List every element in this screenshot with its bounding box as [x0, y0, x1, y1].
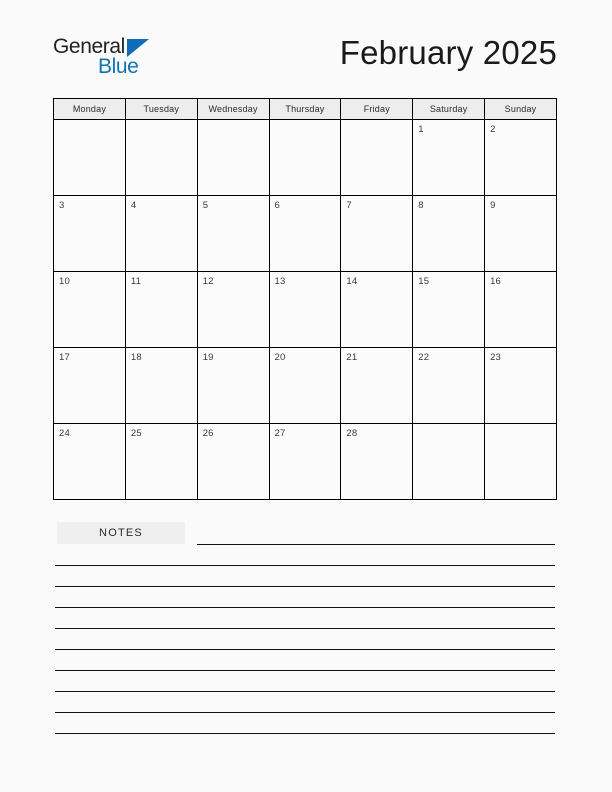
calendar-day-cell[interactable] — [197, 120, 269, 196]
day-number: 23 — [490, 352, 502, 363]
page-title: February 2025 — [339, 34, 557, 71]
calendar-header-row — [54, 99, 557, 120]
calendar-day-cell[interactable] — [125, 120, 197, 196]
calendar-week-row — [54, 272, 557, 348]
calendar-day-cell[interactable] — [197, 348, 269, 424]
page-header — [53, 32, 557, 90]
brand-logo — [53, 36, 173, 86]
day-number: 15 — [418, 276, 430, 287]
day-number: 27 — [274, 428, 286, 439]
day-number: 26 — [202, 428, 214, 439]
calendar-day-cell[interactable] — [269, 120, 341, 196]
calendar-day-cell[interactable] — [485, 424, 557, 500]
brand-name-general: General — [53, 35, 125, 58]
day-number: 9 — [490, 200, 496, 211]
day-number: 21 — [346, 352, 358, 363]
calendar-day-cell[interactable] — [413, 348, 485, 424]
calendar-day-cell[interactable] — [341, 120, 413, 196]
weekday-header-tuesday: Tuesday — [125, 99, 197, 120]
day-number: 3 — [59, 200, 65, 211]
calendar-day-cell[interactable] — [54, 196, 126, 272]
day-number: 16 — [490, 276, 502, 287]
day-number: 28 — [346, 428, 358, 439]
notes-write-line[interactable] — [55, 670, 555, 671]
weekday-header-thursday: Thursday — [269, 99, 341, 120]
day-number: 24 — [59, 428, 70, 439]
calendar-day-cell[interactable] — [413, 272, 485, 348]
day-number: 19 — [202, 352, 214, 363]
day-number: 1 — [418, 124, 424, 135]
day-number: 20 — [274, 352, 286, 363]
day-number: 7 — [346, 200, 352, 211]
day-number: 11 — [130, 276, 142, 287]
day-number: 2 — [490, 124, 496, 135]
day-number: 6 — [274, 200, 281, 211]
calendar-week-row — [54, 348, 557, 424]
notes-write-line[interactable] — [55, 607, 555, 608]
calendar-day-cell[interactable] — [341, 348, 413, 424]
day-number: 5 — [202, 200, 209, 211]
notes-write-line[interactable] — [55, 628, 555, 629]
calendar-day-cell[interactable] — [341, 272, 413, 348]
calendar-day-cell[interactable] — [485, 196, 557, 272]
calendar-day-cell[interactable] — [413, 196, 485, 272]
calendar-day-cell[interactable] — [197, 196, 269, 272]
day-number: 10 — [59, 276, 70, 287]
notes-write-line[interactable] — [55, 691, 555, 692]
calendar-day-cell[interactable] — [197, 272, 269, 348]
calendar-day-cell[interactable] — [269, 196, 341, 272]
notes-write-line[interactable] — [197, 544, 555, 545]
calendar-day-cell[interactable] — [54, 120, 126, 196]
calendar-week-row — [54, 424, 557, 500]
day-number: 8 — [418, 200, 424, 211]
day-number: 25 — [130, 428, 142, 439]
notes-write-line[interactable] — [55, 586, 555, 587]
calendar-day-cell[interactable] — [269, 424, 341, 500]
calendar-day-cell[interactable] — [54, 272, 126, 348]
calendar-grid — [53, 98, 557, 500]
brand-name-blue: Blue — [98, 55, 139, 78]
calendar-day-cell[interactable] — [54, 424, 126, 500]
calendar-day-cell[interactable] — [269, 272, 341, 348]
calendar-day-cell[interactable] — [413, 120, 485, 196]
day-number: 18 — [130, 352, 142, 363]
notes-write-line[interactable] — [55, 649, 555, 650]
calendar-week-row — [54, 196, 557, 272]
calendar-day-cell[interactable] — [413, 424, 485, 500]
calendar-day-cell[interactable] — [125, 272, 197, 348]
weekday-header-saturday: Saturday — [413, 99, 485, 120]
calendar-day-cell[interactable] — [341, 424, 413, 500]
calendar-week-row — [54, 120, 557, 196]
calendar-day-cell[interactable] — [54, 348, 126, 424]
notes-write-line[interactable] — [55, 712, 555, 713]
weekday-header-sunday: Sunday — [485, 99, 557, 120]
calendar-day-cell[interactable] — [125, 196, 197, 272]
calendar-day-cell[interactable] — [125, 424, 197, 500]
day-number: 17 — [59, 352, 70, 363]
day-number: 12 — [202, 276, 214, 287]
calendar-day-cell[interactable] — [485, 348, 557, 424]
day-number: 13 — [274, 276, 286, 287]
calendar-day-cell[interactable] — [485, 272, 557, 348]
day-number: 4 — [130, 200, 137, 211]
day-number: 14 — [346, 276, 358, 287]
calendar-day-cell[interactable] — [197, 424, 269, 500]
day-number: 22 — [418, 352, 430, 363]
calendar-day-cell[interactable] — [341, 196, 413, 272]
weekday-header-wednesday: Wednesday — [197, 99, 269, 120]
calendar-day-cell[interactable] — [485, 120, 557, 196]
notes-section — [53, 520, 557, 735]
notes-write-line[interactable] — [55, 565, 555, 566]
weekday-header-monday: Monday — [54, 99, 126, 120]
notes-write-line[interactable] — [55, 733, 555, 734]
calendar-day-cell[interactable] — [269, 348, 341, 424]
notes-label: NOTES — [99, 527, 143, 539]
calendar-day-cell[interactable] — [125, 348, 197, 424]
weekday-header-friday: Friday — [341, 99, 413, 120]
